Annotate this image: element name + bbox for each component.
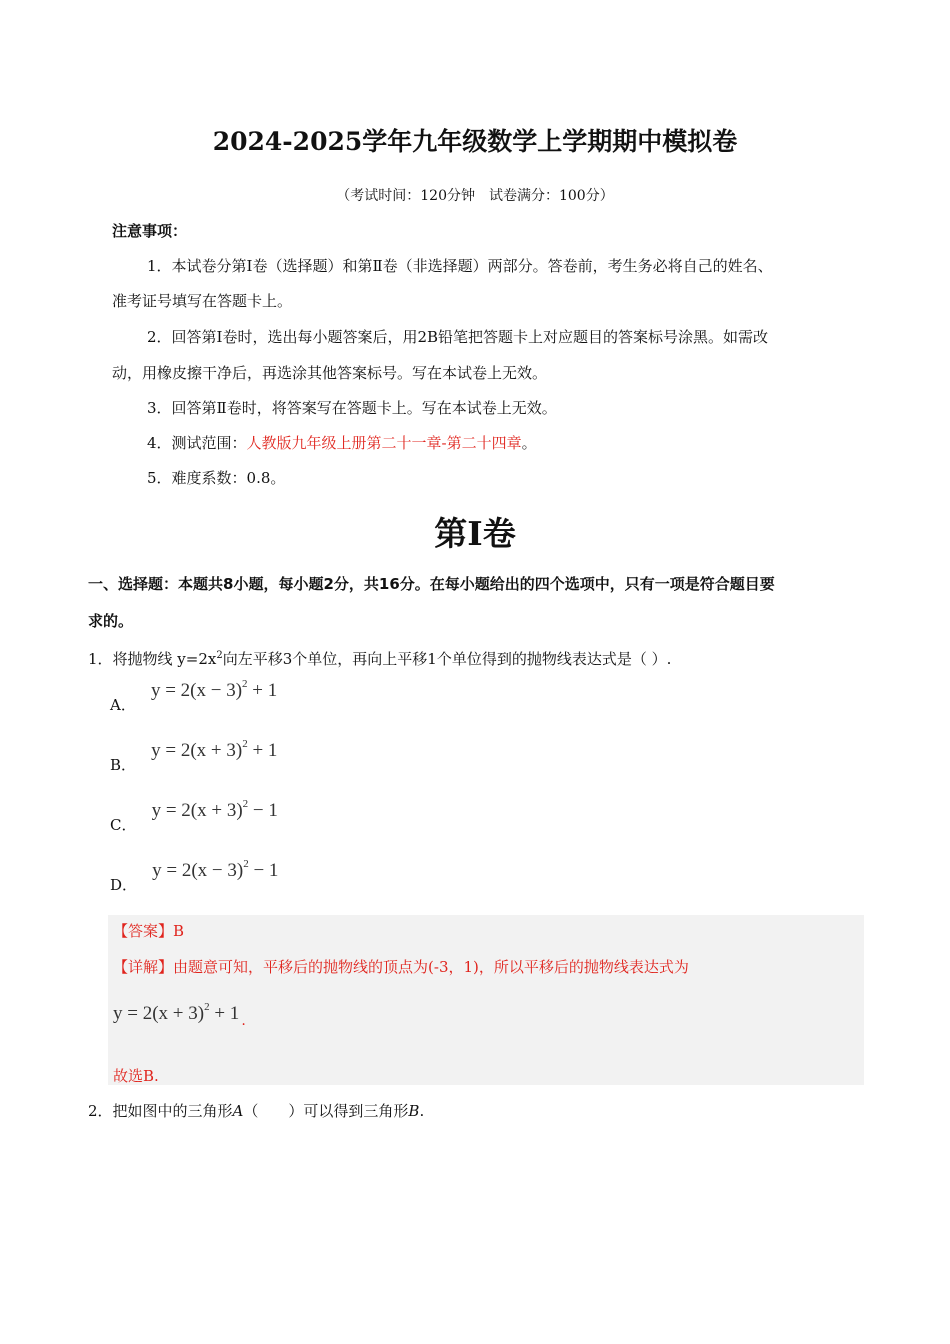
notice-heading: 注意事项： — [112, 222, 188, 240]
option-letter: D． — [110, 876, 138, 895]
test-range: 人教版九年级上册第二十一章-第二十四章 — [246, 434, 522, 452]
answer-formula-end: . — [241, 1013, 246, 1030]
option-b — [110, 738, 278, 775]
answer-box — [108, 915, 864, 1085]
answer-conclusion: 故选B. — [113, 1067, 159, 1085]
notice-item-4-prefix: 4．测试范围： — [147, 434, 247, 452]
option-formula — [152, 800, 278, 821]
formula-tail: + 1 — [247, 680, 278, 702]
option-formula — [151, 740, 277, 761]
question-1-stem — [88, 646, 671, 669]
notice-item-4-suffix: 。 — [521, 434, 537, 452]
exam-info: （考试时间：120分钟 试卷满分：100分） — [336, 188, 614, 204]
notice-item-5: 5．难度系数：0.8。 — [147, 469, 286, 487]
option-c — [110, 798, 278, 835]
answer-formula-base: y = 2(x + 3) — [113, 1003, 205, 1025]
q1-stem-suffix: 向左平移3个单位，再向上平移1个单位得到的抛物线表达式是（ ）. — [222, 650, 672, 668]
formula-exponent: 2 — [242, 798, 249, 810]
formula-exponent: 2 — [243, 858, 249, 870]
option-a — [110, 678, 278, 715]
answer-formula-exponent: 2 — [204, 1001, 210, 1013]
formula-base: y = 2(x − 3) — [150, 680, 243, 702]
notice-item-4 — [147, 433, 537, 453]
option-letter: C． — [110, 816, 137, 835]
q1-stem-exponent: 2 — [216, 650, 223, 661]
section-heading: 一、选择题：本题共8小题，每小题2分，共16分。在每小题给出的四个选项中，只有一项是符合题目要 — [88, 575, 775, 593]
formula-base: y = 2(x − 3) — [152, 860, 244, 882]
answer-formula — [113, 1001, 246, 1030]
q2-var-b: B — [408, 1102, 420, 1120]
notice-item-2: 2．回答第Ⅰ卷时，选出每小题答案后，用2B铅笔把答题卡上对应题目的答案标号涂黑。如需改 — [147, 328, 769, 346]
notice-item-3: 3．回答第Ⅱ卷时，将答案写在答题卡上。写在本试卷上无效。 — [147, 399, 557, 417]
formula-tail: + 1 — [247, 740, 278, 762]
answer-formula-tail: + 1 — [209, 1003, 240, 1025]
formula-base: y = 2(x + 3) — [151, 740, 243, 762]
q2-middle: （ ）可以得到三角形 — [243, 1102, 409, 1120]
detail-text: 由题意可知，平移后的抛物线的顶点为(-3，1)，所以平移后的抛物线表达式为 — [173, 958, 689, 976]
option-letter: B． — [110, 756, 137, 775]
q2-prefix: 2．把如图中的三角形 — [88, 1102, 233, 1120]
page-title: 2024-2025学年九年级数学上学期期中模拟卷 — [212, 127, 738, 156]
notice-item-1: 1．本试卷分第Ⅰ卷（选择题）和第Ⅱ卷（非选择题）两部分。答卷前，考生务必将自己的姓名、 — [147, 257, 773, 275]
formula-tail: − 1 — [248, 800, 278, 822]
notice-item-1-cont: 准考证号填写在答题卡上。 — [112, 292, 293, 310]
q1-stem-prefix: 1．将抛物线 y=2x — [88, 650, 217, 668]
q2-suffix: . — [419, 1102, 425, 1120]
option-d — [110, 858, 279, 895]
option-letter: A． — [110, 696, 136, 715]
formula-exponent: 2 — [242, 678, 248, 690]
option-formula — [151, 680, 277, 701]
detail-label: 【详解】 — [113, 958, 174, 976]
section-heading-cont: 求的。 — [88, 612, 134, 630]
q2-var-a: A — [232, 1102, 244, 1120]
option-formula — [152, 860, 278, 881]
question-2-stem — [88, 1101, 424, 1121]
formula-tail: − 1 — [248, 860, 279, 882]
part-title: 第Ⅰ卷 — [434, 514, 516, 553]
detail-line — [113, 956, 689, 977]
answer-value: B — [173, 922, 185, 940]
answer-label: 【答案】 — [113, 922, 174, 940]
notice-item-2-cont: 动，用橡皮擦干净后，再选涂其他答案标号。写在本试卷上无效。 — [112, 364, 548, 382]
formula-base: y = 2(x + 3) — [151, 800, 243, 822]
answer-line — [113, 920, 184, 941]
formula-exponent: 2 — [242, 738, 248, 750]
